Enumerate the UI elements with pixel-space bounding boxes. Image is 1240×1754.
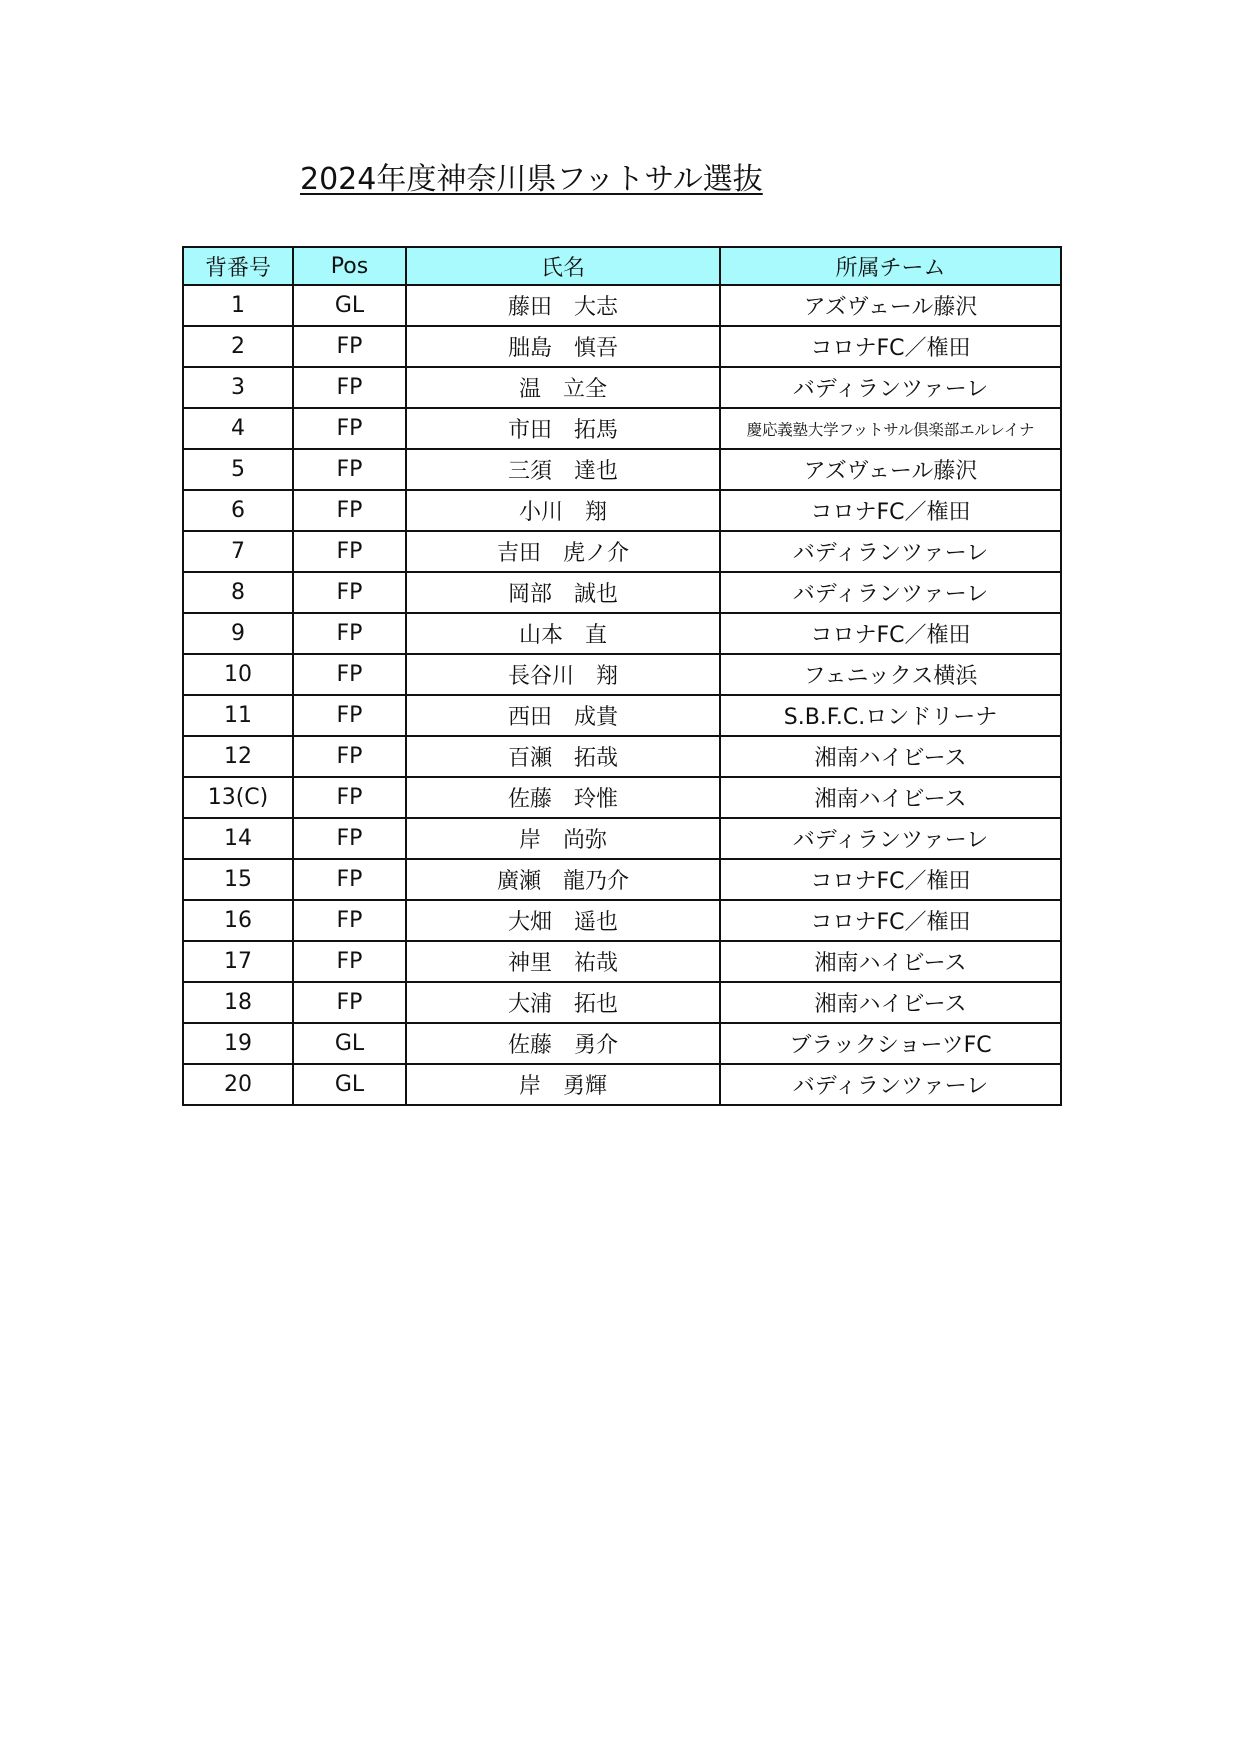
cell-number: 15 <box>183 859 293 900</box>
cell-number: 8 <box>183 572 293 613</box>
cell-number: 1 <box>183 285 293 326</box>
cell-name: 佐藤 勇介 <box>406 1023 720 1064</box>
cell-name: 朏島 慎吾 <box>406 326 720 367</box>
cell-position: GL <box>293 1023 406 1064</box>
cell-team: 湘南ハイビース <box>720 736 1061 777</box>
table-row <box>183 777 1061 818</box>
cell-position: FP <box>293 900 406 941</box>
cell-name: 温 立全 <box>406 367 720 408</box>
table-row <box>183 1064 1061 1105</box>
cell-team: コロナFC／権田 <box>720 490 1061 531</box>
table-row <box>183 613 1061 654</box>
cell-number: 11 <box>183 695 293 736</box>
cell-team: 湘南ハイビース <box>720 777 1061 818</box>
cell-position: GL <box>293 1064 406 1105</box>
cell-position: FP <box>293 449 406 490</box>
cell-name: 山本 直 <box>406 613 720 654</box>
header-number: 背番号 <box>183 247 293 285</box>
cell-position: FP <box>293 654 406 695</box>
table-row <box>183 285 1061 326</box>
cell-number: 14 <box>183 818 293 859</box>
cell-team: コロナFC／権田 <box>720 613 1061 654</box>
cell-position: FP <box>293 408 406 449</box>
cell-position: FP <box>293 859 406 900</box>
cell-team: コロナFC／権田 <box>720 900 1061 941</box>
cell-name: 大浦 拓也 <box>406 982 720 1023</box>
cell-position: FP <box>293 613 406 654</box>
cell-team: コロナFC／権田 <box>720 326 1061 367</box>
table-header <box>183 247 1061 285</box>
cell-name: 佐藤 玲惟 <box>406 777 720 818</box>
cell-number: 6 <box>183 490 293 531</box>
header-row <box>183 247 1061 285</box>
cell-position: FP <box>293 941 406 982</box>
cell-number: 2 <box>183 326 293 367</box>
cell-team: 湘南ハイビース <box>720 941 1061 982</box>
cell-number: 18 <box>183 982 293 1023</box>
cell-name: 大畑 遥也 <box>406 900 720 941</box>
cell-name: 市田 拓馬 <box>406 408 720 449</box>
table-row <box>183 408 1061 449</box>
cell-name: 廣瀬 龍乃介 <box>406 859 720 900</box>
cell-team: バディランツァーレ <box>720 1064 1061 1105</box>
cell-position: GL <box>293 285 406 326</box>
cell-position: FP <box>293 982 406 1023</box>
cell-team: ブラックショーツFC <box>720 1023 1061 1064</box>
cell-number: 12 <box>183 736 293 777</box>
cell-number: 9 <box>183 613 293 654</box>
cell-position: FP <box>293 818 406 859</box>
header-position: Pos <box>293 247 406 285</box>
cell-number: 16 <box>183 900 293 941</box>
cell-number: 13(C) <box>183 777 293 818</box>
cell-name: 長谷川 翔 <box>406 654 720 695</box>
cell-name: 吉田 虎ノ介 <box>406 531 720 572</box>
cell-team: バディランツァーレ <box>720 367 1061 408</box>
cell-position: FP <box>293 695 406 736</box>
cell-number: 10 <box>183 654 293 695</box>
cell-number: 4 <box>183 408 293 449</box>
cell-team: バディランツァーレ <box>720 818 1061 859</box>
cell-name: 小川 翔 <box>406 490 720 531</box>
table-row <box>183 818 1061 859</box>
cell-team: コロナFC／権田 <box>720 859 1061 900</box>
cell-position: FP <box>293 777 406 818</box>
page-title: 2024年度神奈川県フットサル選抜 <box>300 162 763 197</box>
cell-number: 3 <box>183 367 293 408</box>
cell-name: 西田 成貴 <box>406 695 720 736</box>
cell-position: FP <box>293 531 406 572</box>
cell-name: 三須 達也 <box>406 449 720 490</box>
table-row <box>183 941 1061 982</box>
cell-name: 岸 尚弥 <box>406 818 720 859</box>
table-row <box>183 736 1061 777</box>
table-row <box>183 982 1061 1023</box>
header-name: 氏名 <box>406 247 720 285</box>
table-row <box>183 654 1061 695</box>
header-team: 所属チーム <box>720 247 1061 285</box>
cell-number: 7 <box>183 531 293 572</box>
cell-name: 岸 勇輝 <box>406 1064 720 1105</box>
cell-name: 藤田 大志 <box>406 285 720 326</box>
cell-name: 岡部 誠也 <box>406 572 720 613</box>
cell-team: 湘南ハイビース <box>720 982 1061 1023</box>
cell-number: 20 <box>183 1064 293 1105</box>
table-row <box>183 859 1061 900</box>
cell-team: バディランツァーレ <box>720 531 1061 572</box>
cell-team: 慶応義塾大学フットサル倶楽部エルレイナ <box>720 408 1061 449</box>
cell-position: FP <box>293 326 406 367</box>
cell-number: 19 <box>183 1023 293 1064</box>
cell-team: バディランツァーレ <box>720 572 1061 613</box>
cell-team: フェニックス横浜 <box>720 654 1061 695</box>
table-row <box>183 695 1061 736</box>
roster-table <box>182 246 1062 1106</box>
table-row <box>183 490 1061 531</box>
cell-position: FP <box>293 572 406 613</box>
table-row <box>183 449 1061 490</box>
cell-name: 神里 祐哉 <box>406 941 720 982</box>
table-body <box>183 285 1061 1105</box>
cell-number: 5 <box>183 449 293 490</box>
cell-position: FP <box>293 367 406 408</box>
table-row <box>183 1023 1061 1064</box>
cell-number: 17 <box>183 941 293 982</box>
cell-position: FP <box>293 490 406 531</box>
table-row <box>183 531 1061 572</box>
table-row <box>183 367 1061 408</box>
cell-name: 百瀬 拓哉 <box>406 736 720 777</box>
table-row <box>183 572 1061 613</box>
cell-team: アズヴェール藤沢 <box>720 449 1061 490</box>
cell-team: S.B.F.C.ロンドリーナ <box>720 695 1061 736</box>
table-row <box>183 900 1061 941</box>
cell-team: アズヴェール藤沢 <box>720 285 1061 326</box>
table-row <box>183 326 1061 367</box>
cell-position: FP <box>293 736 406 777</box>
